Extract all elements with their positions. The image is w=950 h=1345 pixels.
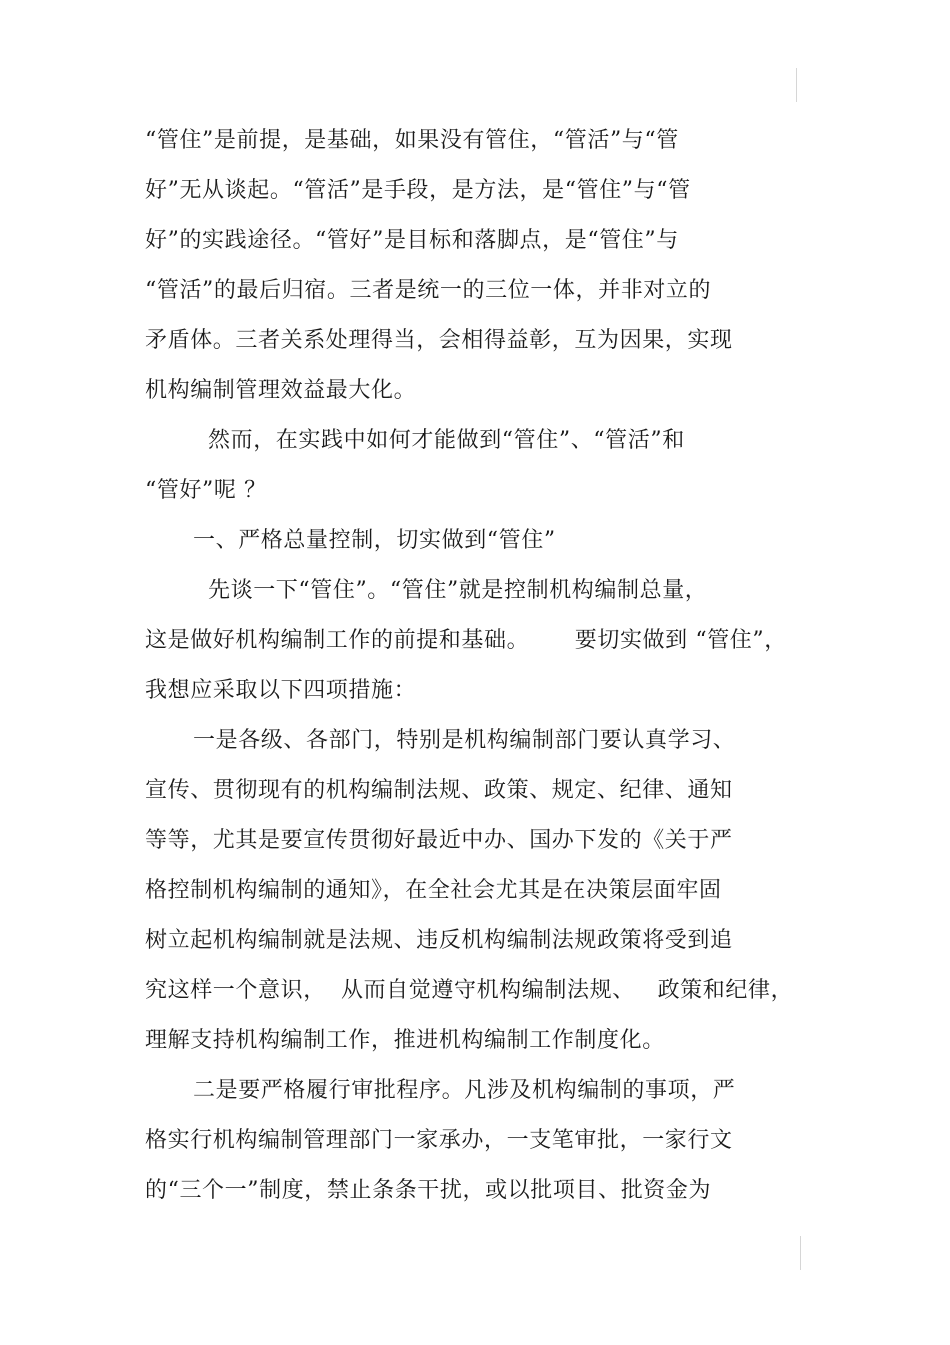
text-line: 等等，尤其是要宣传贯彻好最近中办、国办下发的《关于严 bbox=[145, 828, 733, 853]
text-line: 然而，在实践中如何才能做到“管住”、“管活”和 bbox=[208, 428, 685, 453]
text-line: “管好”呢 ？ bbox=[145, 478, 267, 503]
text-line: 理解支持机构编制工作，推进机构编制工作制度化。 bbox=[145, 1028, 665, 1053]
text-line: 好”无从谈起。“管活”是手段，是方法，是“管住”与“管 bbox=[145, 178, 691, 203]
text-line: 的“三个一”制度，禁止条条干扰，或以批项目、批资金为 bbox=[145, 1178, 712, 1203]
section-heading: 一、严格总量控制，切实做到“管住” bbox=[193, 528, 556, 553]
text-line: 我想应采取以下四项措施： bbox=[145, 678, 417, 703]
text-line: 格实行机构编制管理部门一家承办，一支笔审批，一家行文 bbox=[145, 1128, 733, 1153]
text-line: 树立起机构编制就是法规、违反机构编制法规政策将受到追 bbox=[145, 928, 733, 953]
text-line: “管住”是前提，是基础，如果没有管住，“管活”与“管 bbox=[145, 128, 679, 153]
text-line: 格控制机构编制的通知》，在全社会尤其是在决策层面牢固 bbox=[145, 878, 722, 903]
text-line: “管活”的最后归宿。三者是统一的三位一体，并非对立的 bbox=[145, 278, 712, 303]
text-line: 矛盾体。三者关系处理得当，会相得益彰，互为因果，实现 bbox=[145, 328, 733, 353]
margin-mark-top bbox=[796, 68, 797, 102]
text-line: 这是做好机构编制工作的前提和基础。 要切实做到 “管住”， bbox=[145, 628, 787, 653]
text-line: 二是要严格履行审批程序。凡涉及机构编制的事项，严 bbox=[193, 1078, 736, 1103]
text-line: 好”的实践途径。“管好”是目标和落脚点，是“管住”与 bbox=[145, 228, 679, 253]
margin-mark-bottom bbox=[800, 1236, 801, 1270]
text-line: 宣传、贯彻现有的机构编制法规、政策、规定、纪律、通知 bbox=[145, 778, 733, 803]
text-line: 机构编制管理效益最大化。 bbox=[145, 378, 417, 403]
text-line: 究这样一个意识， 从而自觉遵守机构编制法规、 政策和纪律， bbox=[145, 978, 794, 1003]
text-line: 一是各级、各部门，特别是机构编制部门要认真学习、 bbox=[193, 728, 736, 753]
text-line: 先谈一下“管住”。“管住”就是控制机构编制总量， bbox=[208, 578, 708, 603]
